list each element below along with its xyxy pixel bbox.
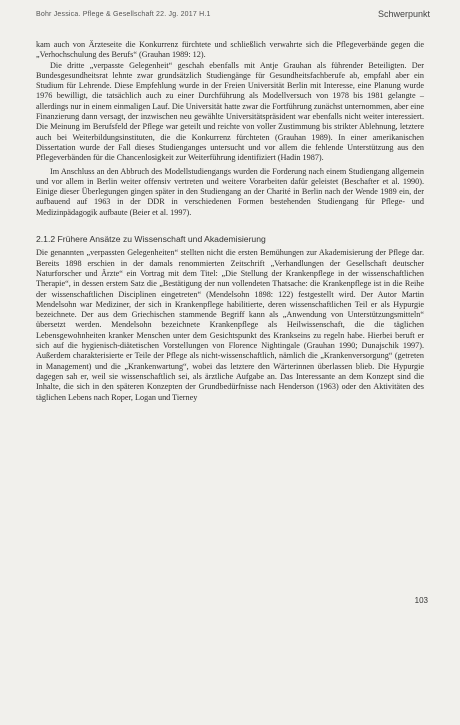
section-subheading: 2.1.2 Frühere Ansätze zu Wissenschaft und Akademisierung bbox=[36, 234, 266, 245]
body-text bbox=[36, 40, 424, 403]
paragraph: Die genannten „verpassten Gelegenheiten“ stellten nicht die ersten Bemühungen zur Akademisierung der Pflege dar. Bereits 1898 erschien in der damals renommierten Zeitschrift „Verhandlungen der Gesellschaft deutscher Naturforscher und Ärzte“ ein Vortrag mit dem Titel: „Die Stellung der Krankenpflege in der wissenschaftlichen Therapie“, in dessen erstem Satz die „Bestätigung der nun vollendeten Thatsache: die Krankenpflege ist in die Reihe der wissenschaftlichen Disciplinen eingetreten“ (Mendelsohn 1898: 122) festgestellt wird. Der Autor Martin Mendelsohn war Mediziner, der sich in Krankenpflege habilitierte, deren wissenschaftlichen Teil er als Hypurgie bezeichnete. Der aus dem Griechischen stammende Begriff kann als „Anwendung von Unterstützungsmitteln“ übersetzt werden. Mendelsohn bezeichnete Krankenpflege als Heilwissenschaft, die die täglichen Lebensgewohnheiten kranker Menschen unter dem Gesichtspunkt des Krankseins zu regeln habe. Hierbei beruft er sich auf die hygienisch-diätetischen Vorstellungen von Florence Nightingale (Grauhan 1990; Dunajschik 1997). Außerdem charakterisierte er Teile der Pflege als nicht-wissenschaftlich, nämlich die „Krankenversorgung“ (getreten in Management) und die „Krankenwartung“, wobei das letztere den Wärterinnen überlassen blieb. Die Hypurgie dagegen sah er, weil sie wissenschaftlich sei, als ärztliche Aufgabe an. Das Interessante an dem Konzept sind die Inhalte, die sich in den späteren Konzepten der Grundbedürfnisse nach Henderson (1963) oder den Aktivitäten des täglichen Lebens nach Roper, Logan und Tierney bbox=[36, 248, 424, 402]
paragraph: Im Anschluss an den Abbruch des Modellstudiengangs wurden die Forderung nach einem Studiengang allgemein und vor allem in Berlin weiter offensiv vertreten und weitere Vorarbeiten dafür geleistet (Beschafter et al. 1990). Einige dieser Überlegungen gingen später in den Studiengang an der Charité in Berlin nach der Wende 1989 ein, der aufbauend auf 1963 in der DDR in verschiedenen Formen bestehenden Studiengang für Pflege- und Medizinpädagogik aufbaute (Beier et al. 1997). bbox=[36, 166, 424, 217]
page-number: 103 bbox=[414, 596, 428, 605]
paragraph: Die dritte „verpasste Gelegenheit“ geschah ebenfalls mit Antje Grauhan als führender Beteiligten. Der Bundesgesundheitsrat lehnte zwar grundsätzlich Studiengänge für Gesundheitsfachberufe ab, empfahl aber ein Studium für Lehrende. Diese Empfehlung wurde in der Freien Universität Berlin mit Interesse, eine Planung wurde 1976 bewilligt, die tatsächlich auch zu einer Durchführung als Modellversuch von 1978 bis 1981 gelangte – allerdings nur in einem einmaligen Lauf. Die Universität hatte zwar die Fortführung zunächst unternommen, aber eine Finanzierung dann versagt, der inzwischen neu gewählte Universitätspräsident war ebenfalls nicht weiter interessiert. Die Meinung im Berufsfeld der Pflege war geteilt und reichte von voller Zustimmung bis strikter Ablehnung, letztere auch bei Weiterbildungsinstituten, die die Konkurrenz fürchteten (Grauhan 1989). In einer amerikanischen Dissertation wurde der Fall dieses Studienganges untersucht und vor allem die fehlende Unterstützung aus den Pflegeverbänden für die Chancenlosigkeit zur Weiterführung identifiziert (Hadin 1987). bbox=[36, 60, 424, 163]
running-head: Bohr Jessica. Pflege & Gesellschaft 22. Jg. 2017 H.1 bbox=[36, 11, 211, 18]
section-label: Schwerpunkt bbox=[377, 9, 430, 19]
paragraph: kam auch von Ärzteseite die Konkurrenz fürchtete und schließlich verwahrte sich die Pflegeverbände gegen die „Verhochschulung des Berufs“ (Grauhan 1989: 12). bbox=[36, 40, 424, 60]
